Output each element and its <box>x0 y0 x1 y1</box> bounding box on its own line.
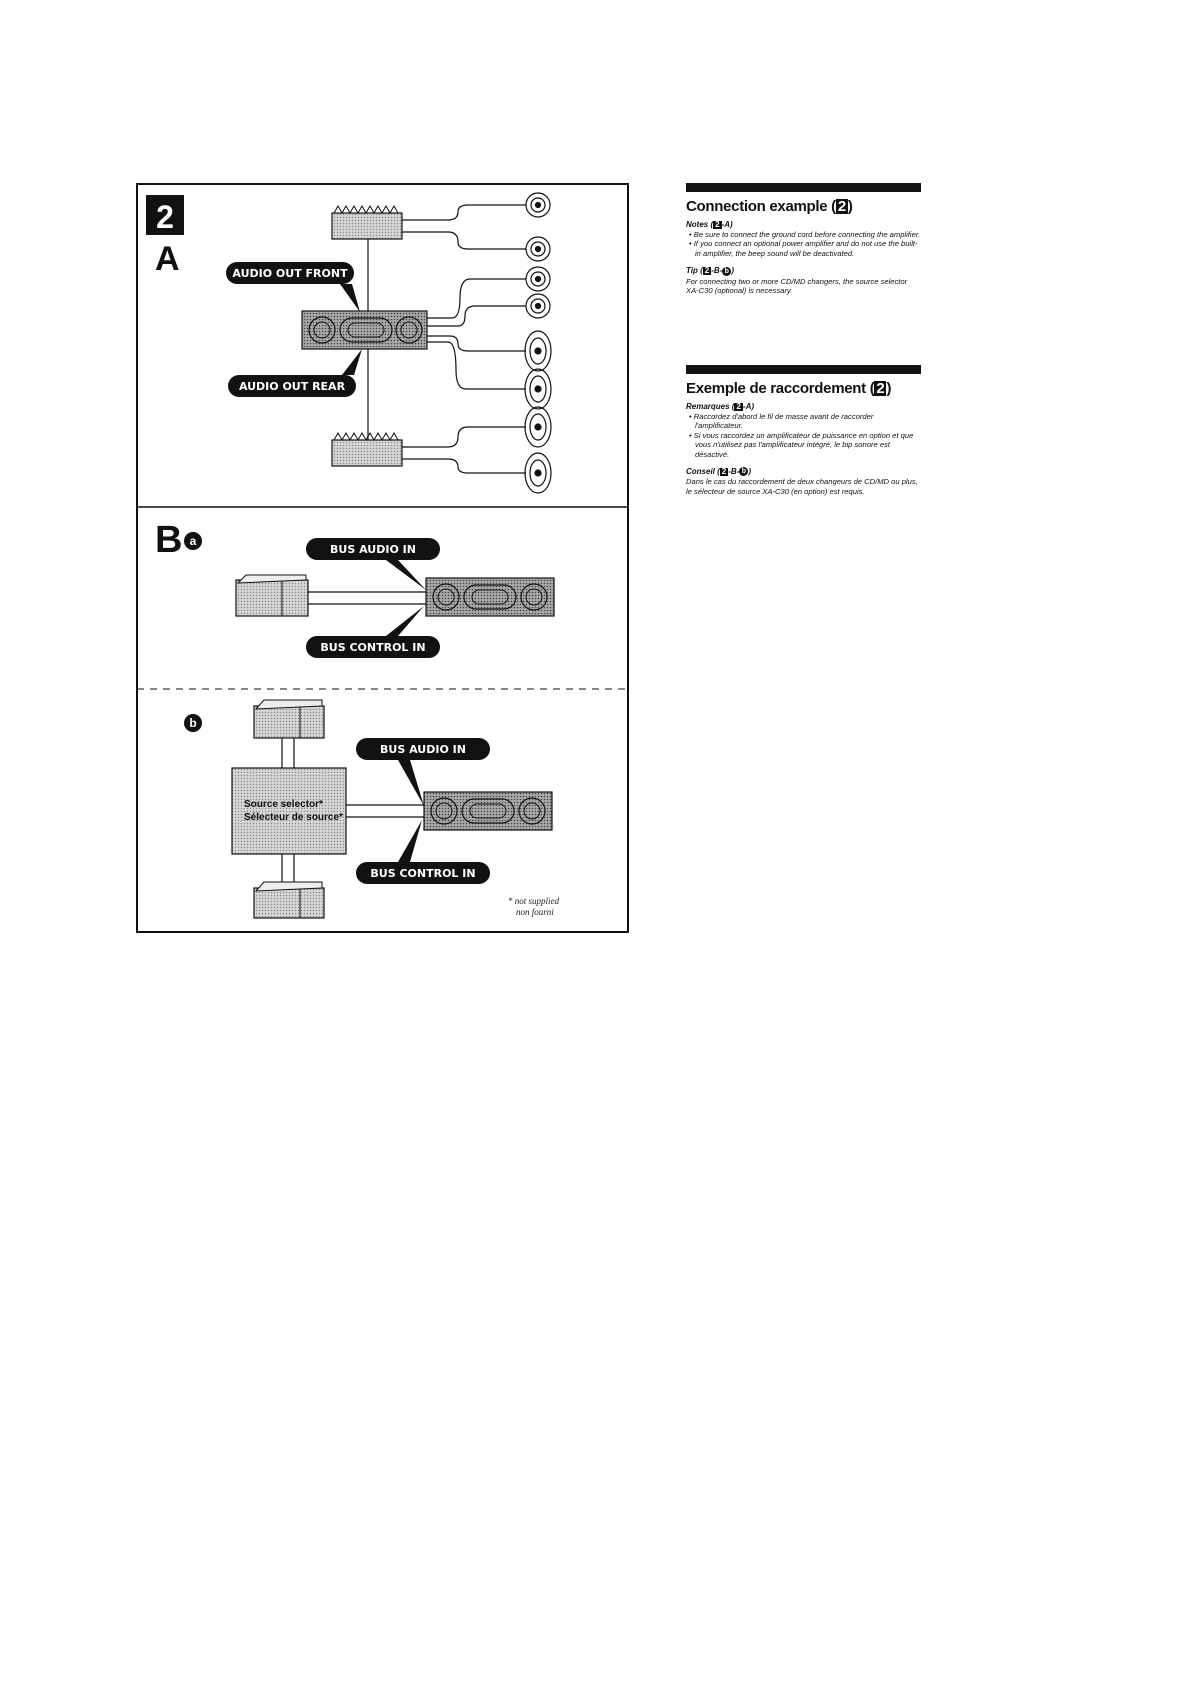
figure-ref-badge: 2 <box>721 467 727 477</box>
front-speaker-icon <box>526 294 550 318</box>
cd-changer-icon <box>236 575 308 616</box>
list-item: • If you connect an optional power amplifier and do not use the built-in amplifier, the beep sound will be deactivated. <box>686 239 921 258</box>
source-selector-label-fr: Sélecteur de source* <box>244 812 343 823</box>
head-unit-icon <box>302 311 427 349</box>
french-section <box>686 365 921 496</box>
french-heading: Exemple de raccordement ( 2 ) <box>686 380 892 397</box>
figure-ref-badge: 2 <box>876 380 885 397</box>
head-unit-icon <box>424 792 552 830</box>
svg-text:BUS CONTROL IN: BUS CONTROL IN <box>320 641 426 654</box>
list-item: • Be sure to connect the ground cord before connecting the amplifier. <box>686 230 921 239</box>
figure-number: 2 <box>156 199 174 235</box>
figure-ref-badge: 2 <box>704 266 710 276</box>
figure-ref-badge: 2 <box>715 220 720 229</box>
oval-speaker-icon <box>525 331 551 371</box>
source-selector-box <box>232 768 346 854</box>
sub-b-letter: b <box>189 716 197 730</box>
figure-ref-badge: 2 <box>736 402 741 411</box>
bus-audio-in-label <box>306 538 440 590</box>
tip-text: For connecting two or more CD/MD changers, the source selector XA-C30 (optional) is necessary. <box>686 276 908 296</box>
cd-changer-icon <box>254 882 324 918</box>
svg-text:AUDIO OUT REAR: AUDIO OUT REAR <box>238 380 346 393</box>
english-heading: Connection example ( 2 ) <box>686 198 853 215</box>
connection-diagram <box>0 0 640 950</box>
tweeter-speaker-icon <box>526 193 550 217</box>
tip-text: Dans le cas du raccordement de deux changeurs de CD/MD ou plus, le sélecteur de source XA-C30 (en option) est requis. <box>686 477 918 496</box>
english-section <box>686 183 921 295</box>
rear-amplifier-icon <box>332 433 402 466</box>
svg-text:AUDIO OUT FRONT: AUDIO OUT FRONT <box>232 267 348 280</box>
section-b-letter: B <box>155 519 183 561</box>
bus-control-in-label <box>306 606 440 658</box>
oval-speaker-icon <box>525 407 551 447</box>
audio-out-rear-label <box>228 349 362 397</box>
front-amplifier-icon <box>332 206 402 239</box>
section-rule <box>686 183 921 192</box>
tweeter-speaker-icon <box>526 237 550 261</box>
source-selector-label-en: Source selector* <box>244 799 323 810</box>
svg-text:BUS AUDIO IN: BUS AUDIO IN <box>330 543 416 556</box>
sub-a-letter: a <box>189 534 197 548</box>
notes-list <box>686 230 921 258</box>
audio-out-front-label <box>226 262 360 312</box>
notes-list <box>686 412 921 459</box>
tip-title: Conseil ( 2 -B- b ) <box>686 467 752 477</box>
notes-title: Notes ( 2 -A) <box>686 220 733 229</box>
footnote-fr: non fourni <box>516 907 554 917</box>
front-speaker-icon <box>526 267 550 291</box>
sub-b-badge: b <box>739 467 748 476</box>
section-a-letter: A <box>155 240 180 278</box>
svg-text:BUS CONTROL IN: BUS CONTROL IN <box>370 867 476 880</box>
cd-changer-icon <box>254 700 324 738</box>
oval-speaker-icon <box>525 369 551 409</box>
notes-title: Remarques ( 2 -A) <box>686 402 755 411</box>
oval-speaker-icon <box>525 453 551 493</box>
footnote-en: * not supplied <box>508 896 559 906</box>
svg-text:BUS AUDIO IN: BUS AUDIO IN <box>380 743 466 756</box>
tip-title: Tip ( 2 -B- b ) <box>686 266 734 276</box>
sub-b-badge: b <box>722 267 731 276</box>
head-unit-icon <box>426 578 554 616</box>
section-rule <box>686 365 921 374</box>
figure-ref-badge: 2 <box>837 198 846 215</box>
list-item: • Raccordez d'abord le fil de masse avant de raccorder l'amplificateur. <box>686 412 921 431</box>
list-item: • Si vous raccordez un amplificateur de puissance en option et que vous n'utilisez pas l'amplificateur intégré, le bip sonore est désactivé. <box>686 431 921 459</box>
